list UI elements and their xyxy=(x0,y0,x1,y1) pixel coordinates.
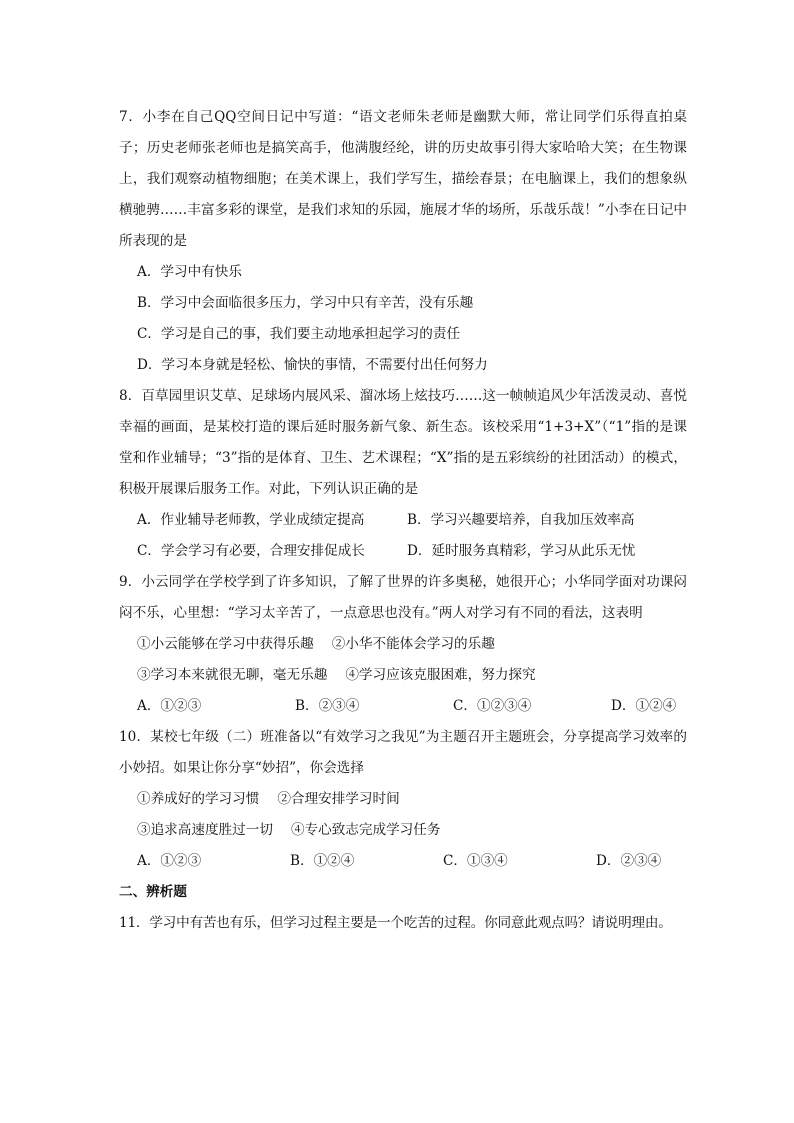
option-a: A．①②③ xyxy=(137,698,202,714)
option-row xyxy=(119,536,687,567)
question-9 xyxy=(119,567,687,722)
statement-3: ③学习本来就很无聊，毫无乐趣 xyxy=(137,667,328,683)
statement-row xyxy=(119,660,687,691)
option-b: B．学习中会面临很多压力，学习中只有辛苦，没有乐趣 xyxy=(137,295,474,311)
statement-4: ④专心致志完成学习任务 xyxy=(290,822,441,838)
option-a: A．①②③ xyxy=(137,853,202,869)
statement-1: ①养成好的学习习惯 xyxy=(137,791,260,807)
option-d: D．①②④ xyxy=(611,698,677,714)
question-8 xyxy=(119,381,687,567)
option-c: C．学会学习有必要，合理安排促成长 xyxy=(137,543,365,559)
question-11 xyxy=(119,908,687,939)
option-b: B．学习兴趣要培养，自我加压效率高 xyxy=(407,512,635,528)
option-c: C．①③④ xyxy=(443,853,508,869)
option-c: C．学习是自己的事，我们要主动地承担起学习的责任 xyxy=(137,326,461,342)
exam-content xyxy=(119,102,687,939)
option-row xyxy=(119,846,687,877)
statement-row xyxy=(119,629,687,660)
option-d: D．学习本身就是轻松、愉快的事情，不需要付出任何努力 xyxy=(137,357,488,373)
option-a: A．作业辅导老师教，学业成绩定提高 xyxy=(137,512,365,528)
statement-row xyxy=(119,784,687,815)
option-row xyxy=(119,691,687,722)
question-stem: 11．学习中有苦也有乐，但学习过程主要是一个吃苦的过程。你同意此观点吗？请说明理由。 xyxy=(119,915,672,931)
section-heading: 二、辨析题 xyxy=(119,884,187,900)
statement-3: ③追求高速度胜过一切 xyxy=(137,822,273,838)
option-row xyxy=(119,505,687,536)
option-a: A．学习中有快乐 xyxy=(137,264,242,280)
option-b: B．①②④ xyxy=(290,853,355,869)
statement-4: ④学习应该克服困难，努力探究 xyxy=(345,667,536,683)
statement-2: ②合理安排学习时间 xyxy=(277,791,400,807)
option-d: D．②③④ xyxy=(596,853,662,869)
question-10 xyxy=(119,722,687,877)
question-stem: 7．小李在自己QQ空间日记中写道：“语文老师朱老师是幽默大师，常让同学们乐得直拍桌子；历史老师张老师也是搞笑高手，他满腹经纶，讲的历史故事引得大家哈哈大笑；在生物课上，我们观察动植物细胞；在美术课上，我们学写生，描绘春景；在电脑课上，我们的想象纵横驰骋……丰富多彩的课堂，是我们求知的乐园，施展才华的场所，乐哉乐哉！”小李在日记中所表现的是 xyxy=(119,109,687,249)
statement-1: ①小云能够在学习中获得乐趣 xyxy=(137,636,314,652)
question-stem: 9．小云同学在学校学到了许多知识，了解了世界的许多奥秘，她很开心；小华同学面对功课闷闷不乐，心里想：“学习太辛苦了，一点意思也没有。”两人对学习有不同的看法，这表明 xyxy=(119,574,687,621)
option-b: B．②③④ xyxy=(295,698,360,714)
question-stem: 10．某校七年级（二）班准备以“有效学习之我见”为主题召开主题班会，分享提高学习效率的小妙招。如果让你分享“妙招”，你会选择 xyxy=(119,729,687,776)
option-c: C．①②③④ xyxy=(453,698,532,714)
statement-2: ②小华不能体会学习的乐趣 xyxy=(331,636,495,652)
statement-row xyxy=(119,815,687,846)
question-stem: 8．百草园里识艾草、足球场内展风采、溜冰场上炫技巧……这一帧帧追风少年活泼灵动、喜悦幸福的画面，是某校打造的课后延时服务新气象、新生态。该校采用“1+3+X”（“1”指的是课堂和作业辅导；“3”指的是体育、卫生、艺术课程；“X”指的是五彩缤纷的社团活动）的模式，积极开展课后服务工作。对此，下列认识正确的是 xyxy=(119,388,687,497)
question-7 xyxy=(119,102,687,381)
option-d: D．延时服务真精彩，学习从此乐无忧 xyxy=(407,543,636,559)
